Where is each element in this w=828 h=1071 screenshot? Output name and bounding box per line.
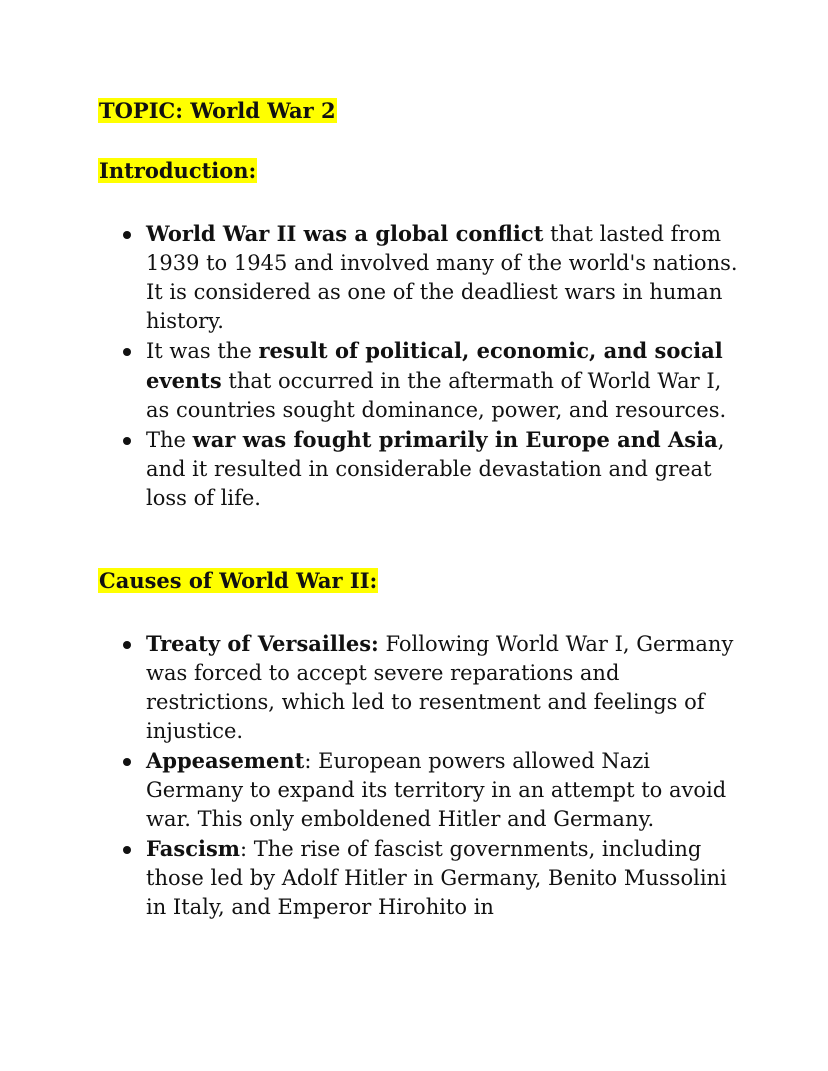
list-item bbox=[98, 834, 738, 922]
list-item bbox=[98, 746, 738, 834]
bullet-icon bbox=[123, 641, 131, 649]
item-text-bold: Treaty of Versailles: bbox=[146, 631, 379, 656]
item-text-post: : European powers allowed Nazi Germany to expand its territory in an attempt to avoid war. This only emboldened Hitler and Germany. bbox=[146, 749, 727, 831]
item-text-post: , and it resulted in considerable devastation and great loss of life. bbox=[146, 428, 725, 510]
causes-heading bbox=[98, 567, 378, 595]
item-text-bold: war was fought primarily in Europe and Asia bbox=[192, 427, 718, 452]
bullet-icon bbox=[123, 437, 131, 445]
item-text-post: Following World War I, Germany was forced to accept severe reparations and restrictions, which led to resentment and feelings of injustice. bbox=[146, 632, 734, 743]
introduction-list bbox=[98, 219, 738, 513]
item-text-bold: Appeasement bbox=[146, 748, 305, 773]
introduction-heading bbox=[98, 157, 257, 185]
causes-list bbox=[98, 629, 738, 922]
topic-heading bbox=[98, 97, 337, 125]
bullet-icon bbox=[123, 231, 131, 239]
topic-heading-text: TOPIC: World War 2 bbox=[99, 98, 336, 123]
bullet-icon bbox=[123, 846, 131, 854]
causes-heading-text: Causes of World War II: bbox=[99, 568, 378, 593]
list-item bbox=[98, 336, 738, 425]
item-text-post: that occurred in the aftermath of World War I, as countries sought dominance, power, and resources. bbox=[146, 369, 727, 422]
item-text-bold: World War II was a global conflict bbox=[146, 221, 544, 246]
bullet-icon bbox=[123, 758, 131, 766]
bullet-icon bbox=[123, 348, 131, 356]
item-text-bold: Fascism bbox=[146, 836, 240, 861]
item-text-bold: result of political, economic, and social events bbox=[146, 338, 723, 393]
item-text-pre: It was the bbox=[146, 339, 259, 363]
list-item bbox=[98, 425, 738, 513]
list-item bbox=[98, 629, 738, 746]
list-item bbox=[98, 219, 738, 336]
item-text-post: : The rise of fascist governments, including those led by Adolf Hitler in Germany, Benito Mussolini in Italy, and Emperor Hirohito in bbox=[146, 837, 727, 919]
item-text-pre: The bbox=[146, 428, 193, 452]
introduction-heading-text: Introduction: bbox=[99, 158, 257, 183]
item-text-post: that lasted from 1939 to 1945 and involved many of the world's nations. It is considered as one of the deadliest wars in human history. bbox=[146, 222, 738, 333]
